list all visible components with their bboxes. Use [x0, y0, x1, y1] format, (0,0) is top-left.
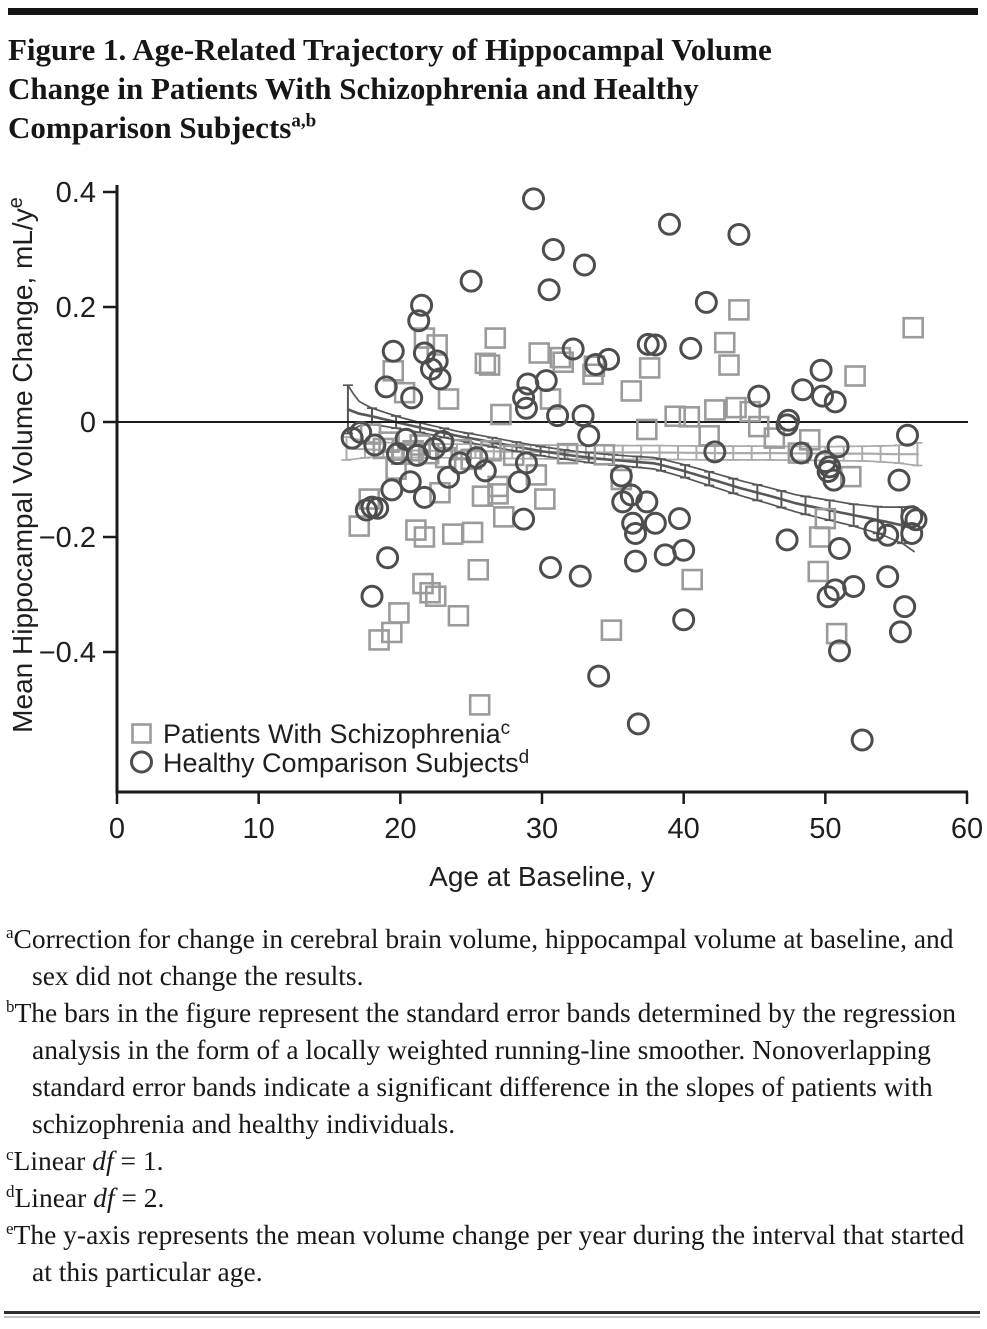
- footnote-superscript: c: [6, 1144, 14, 1164]
- title-line-1: Figure 1. Age-Related Trajectory of Hippocampal Volume: [8, 32, 772, 67]
- scatter-point-schizophrenia: [720, 356, 739, 375]
- y-tick-label: −0.2: [38, 522, 96, 554]
- scatter-point-healthy: [655, 545, 675, 565]
- scatter-point-healthy: [878, 525, 898, 545]
- footnote-b: [6, 994, 966, 1142]
- scatter-point-healthy: [626, 551, 646, 571]
- scatter-point-schizophrenia: [715, 333, 734, 352]
- scatter-point-healthy: [518, 374, 538, 394]
- scatter-point-healthy: [524, 189, 544, 209]
- scatter-point-healthy: [541, 557, 561, 577]
- scatter-point-schizophrenia: [470, 695, 489, 714]
- footnote-e: [6, 1216, 966, 1290]
- scatter-point-schizophrenia: [640, 358, 659, 377]
- series-healthy: [342, 189, 926, 750]
- scatter-point-healthy: [645, 513, 665, 533]
- scatter-point-healthy: [793, 380, 813, 400]
- footnote-text: Linear: [13, 1145, 93, 1176]
- scatter-point-healthy: [674, 540, 694, 560]
- scatter-point-healthy: [660, 214, 680, 234]
- scatter-point-healthy: [898, 425, 918, 445]
- footnote-text: df: [92, 1145, 114, 1176]
- scatter-point-schizophrenia: [705, 400, 724, 419]
- scatter-point-healthy: [895, 597, 915, 617]
- x-tick-label: 0: [108, 813, 126, 845]
- legend: [132, 718, 530, 778]
- scatter-point-healthy: [811, 360, 831, 380]
- scatter-point-healthy: [681, 338, 701, 358]
- scatter-point-schizophrenia: [486, 329, 505, 348]
- legend-label-healthy: Healthy Comparison Subjects$^d$: [163, 747, 530, 778]
- scatter-point-healthy: [378, 548, 398, 568]
- x-axis-label: Age at Baseline, y: [429, 861, 655, 892]
- x-tick-label: 30: [525, 813, 559, 845]
- scatter-point-schizophrenia: [389, 603, 408, 622]
- scatter-point-healthy: [628, 714, 648, 734]
- scatter-point-healthy: [825, 392, 845, 412]
- y-tick-label: 0.2: [55, 292, 96, 324]
- figure-bottom-rule-shadow: [4, 1316, 980, 1318]
- scatter-point-healthy: [669, 509, 689, 529]
- title-superscript: a,b: [291, 110, 317, 132]
- x-tick-label: 10: [242, 813, 275, 845]
- scatter-point-schizophrenia: [846, 367, 865, 386]
- y-tick-label: −0.4: [38, 637, 96, 669]
- scatter-point-healthy: [579, 426, 599, 446]
- scatter-point-healthy: [696, 292, 716, 312]
- scatter-point-schizophrenia: [810, 528, 829, 547]
- scatter-point-healthy: [570, 566, 590, 586]
- footnote-text: = 2.: [114, 1182, 165, 1213]
- scatter-point-schizophrenia: [602, 621, 621, 640]
- scatter-point-healthy: [777, 530, 797, 550]
- y-tick-label: 0: [79, 407, 96, 439]
- y-axis-label: Mean Hippocampal Volume Change, $mL/y^e$: [5, 197, 38, 733]
- footnote-text: Linear: [14, 1182, 94, 1213]
- legend-square-icon: [133, 725, 151, 743]
- scatter-point-schizophrenia: [439, 390, 458, 409]
- scatter-point-healthy: [599, 349, 619, 369]
- scatter-point-healthy: [382, 480, 402, 500]
- footnote-superscript: d: [6, 1181, 15, 1201]
- series-schizophrenia: [350, 300, 923, 714]
- scatter-point-healthy: [830, 539, 850, 559]
- scatter-point-healthy: [844, 576, 864, 596]
- footnote-text: The bars in the figure represent the standard error bands determined by the regression analysis in the form of a locally weighted running-line smoother. Nonoverlapping standard error bands indicate a significant difference in the slopes of patients with schizophrenia and healthy individuals.: [14, 997, 957, 1139]
- footnote-d: [6, 1179, 966, 1216]
- scatter-point-healthy: [362, 586, 382, 606]
- title-line-2: Change in Patients With Schizophrenia and Healthy: [8, 71, 699, 106]
- footnote-text: df: [93, 1182, 115, 1213]
- scatter-point-healthy: [514, 509, 534, 529]
- scatter-point-schizophrenia: [680, 407, 699, 426]
- x-tick-label: 20: [384, 813, 417, 845]
- scatter-point-healthy: [536, 371, 556, 391]
- footnote-text: Correction for change in cerebral brain volume, hippocampal volume at baseline, and sex did not change the results.: [13, 923, 954, 991]
- footnote-a: [6, 920, 966, 994]
- x-tick-label: 60: [950, 813, 984, 845]
- scatter-point-schizophrenia: [530, 344, 549, 363]
- scatter-point-schizophrenia: [463, 523, 482, 542]
- x-tick-label: 50: [809, 813, 842, 845]
- scatter-point-healthy: [539, 280, 559, 300]
- scatter-point-healthy: [813, 386, 833, 406]
- scatter-point-healthy: [575, 255, 595, 275]
- scatter-point-healthy: [890, 622, 910, 642]
- scatter-point-schizophrenia: [683, 570, 702, 589]
- scatter-point-schizophrenia: [469, 560, 488, 579]
- figure-bottom-rule: [4, 1311, 980, 1314]
- legend-label-schizophrenia: Patients With Schizophrenia$^c$: [163, 718, 511, 749]
- legend-circle-icon: [132, 752, 152, 772]
- scatter-point-schizophrenia: [904, 318, 923, 337]
- scatter-point-healthy: [889, 470, 909, 490]
- scatter-point-schizophrenia: [729, 300, 748, 319]
- scatter-point-schizophrenia: [494, 507, 513, 526]
- scatter-point-schizophrenia: [382, 623, 401, 642]
- x-tick-label: 40: [667, 813, 700, 845]
- scatter-point-schizophrenia: [535, 490, 554, 509]
- scatter-point-healthy: [589, 666, 609, 686]
- scatter-point-healthy: [878, 567, 898, 587]
- title-line-3-text: Comparison Subjects: [8, 110, 292, 145]
- scatter-point-healthy: [674, 610, 694, 630]
- scatter-point-schizophrenia: [370, 630, 389, 649]
- footnote-c: [6, 1142, 966, 1179]
- scatter-point-healthy: [543, 240, 563, 260]
- scatter-point-healthy: [402, 388, 422, 408]
- footnote-superscript: a: [6, 922, 14, 942]
- footnote-text: = 1.: [113, 1145, 164, 1176]
- scatter-point-schizophrenia: [622, 381, 641, 400]
- footnote-superscript: e: [6, 1218, 14, 1238]
- scatter-point-schizophrenia: [443, 525, 462, 544]
- scatter-point-schizophrenia: [449, 606, 468, 625]
- scatter-point-healthy: [729, 225, 749, 245]
- y-tick-label: 0.4: [55, 177, 96, 209]
- figure-footnotes: [6, 920, 966, 1290]
- footnote-text: The y-axis represents the mean volume change per year during the interval that started at this particular age.: [13, 1219, 965, 1287]
- scatter-point-healthy: [383, 341, 403, 361]
- footnote-superscript: b: [6, 996, 15, 1016]
- scatter-point-healthy: [461, 271, 481, 291]
- scatter-point-healthy: [852, 730, 872, 750]
- scatter-point-schizophrenia: [809, 562, 828, 581]
